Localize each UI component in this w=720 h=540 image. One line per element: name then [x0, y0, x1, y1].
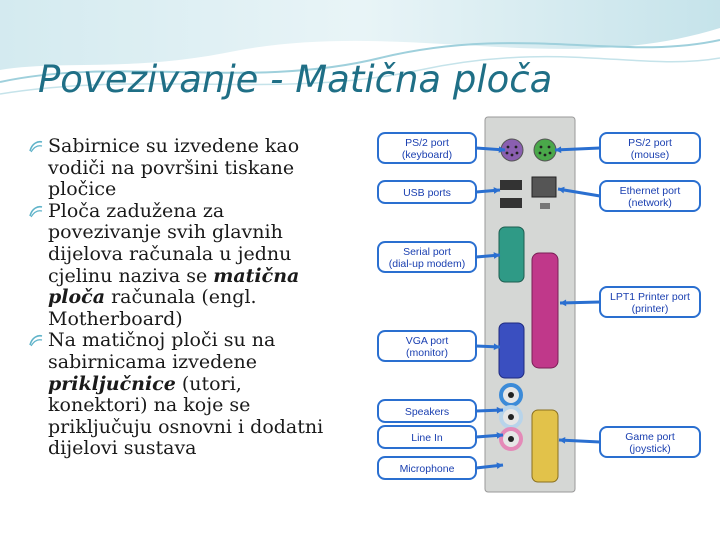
- slide-title: Povezivanje - Matična ploča: [38, 58, 553, 101]
- callout-label: PS/2 port: [628, 137, 672, 149]
- callout-label: Microphone: [399, 463, 455, 475]
- callout-right: [600, 133, 700, 163]
- ethernet-port-icon: [532, 177, 556, 197]
- callout-left: [378, 426, 476, 448]
- bullet-swirl-icon: [29, 204, 43, 218]
- callout-left: [378, 181, 476, 203]
- callout-label: Serial port: [403, 246, 451, 258]
- callout-label: VGA port: [405, 335, 449, 347]
- usb-port-icon: [500, 198, 522, 208]
- callout-label: (dial-up modem): [388, 258, 466, 270]
- motherboard-io-diagram: [360, 115, 705, 495]
- port-pin: [540, 146, 543, 149]
- jack-hole: [508, 392, 514, 398]
- bullet-text: (utori, konektori) na koje se priključuju osnovni i dodatni dijelovi sustava: [48, 372, 324, 460]
- callout-left: [378, 400, 476, 422]
- callout-label: PS/2 port: [405, 137, 449, 149]
- bullet-text: računala (engl. Motherboard): [48, 286, 257, 330]
- jack-hole: [508, 436, 514, 442]
- callout-right: [600, 181, 700, 211]
- callout-label: (printer): [631, 303, 669, 315]
- usb-symbol-icon: [540, 203, 550, 209]
- callout-right: [600, 427, 700, 457]
- bullet-swirl-icon: [29, 139, 43, 153]
- port-pin: [539, 152, 542, 155]
- ps2-mouse-port-icon: [534, 139, 556, 161]
- callout-label: (keyboard): [401, 149, 453, 161]
- game-port-icon: [532, 410, 558, 482]
- port-pin: [516, 152, 519, 155]
- port-pin: [506, 152, 509, 155]
- port-pin: [548, 146, 551, 149]
- callout-arrow: [555, 148, 600, 150]
- callout-left: [378, 331, 476, 361]
- callout-label: Line In: [411, 432, 443, 444]
- parallel-port-icon: [532, 253, 558, 368]
- bullet-list: [28, 136, 328, 460]
- port-pin: [549, 152, 552, 155]
- callout-label: (joystick): [629, 443, 671, 455]
- callout-label: Ethernet port: [619, 185, 681, 197]
- serial-port-icon: [499, 227, 524, 282]
- bullet-text: Ploča zadužena za povezivanje svih glavnih dijelova računala u jednu cjelinu naziva se: [48, 199, 292, 287]
- callout-left: [378, 133, 476, 163]
- callout-left: [378, 457, 476, 479]
- bullet-item: [28, 330, 328, 460]
- vga-port-icon: [499, 323, 524, 378]
- bullet-item: [28, 136, 328, 201]
- bullet-text: Sabirnice su izvedene kao vodiči na površini tiskane pločice: [48, 135, 300, 201]
- jack-hole: [508, 414, 514, 420]
- port-pin: [507, 146, 510, 149]
- bullet-swirl-icon: [29, 333, 43, 347]
- emphasized-term: matična ploča: [48, 264, 300, 309]
- callout-label: (network): [628, 197, 672, 209]
- callout-left: [378, 242, 476, 272]
- bullet-text: Na matičnoj ploči su na sabirnicama izvedene: [48, 329, 276, 373]
- callout-label: USB ports: [403, 187, 451, 199]
- bullet-item: [28, 201, 328, 331]
- callout-label: Speakers: [404, 406, 450, 418]
- callout-label: (monitor): [405, 347, 449, 359]
- callout-label: (mouse): [630, 149, 670, 161]
- port-pin: [511, 154, 514, 157]
- callout-arrow: [559, 440, 600, 442]
- usb-port-icon: [500, 180, 522, 190]
- port-pin: [544, 154, 547, 157]
- emphasized-term: priključnice: [48, 372, 176, 395]
- callout-label: Game port: [625, 431, 675, 443]
- port-pin: [515, 146, 518, 149]
- callout-right: [600, 287, 700, 317]
- callout-label: LPT1 Printer port: [610, 291, 690, 303]
